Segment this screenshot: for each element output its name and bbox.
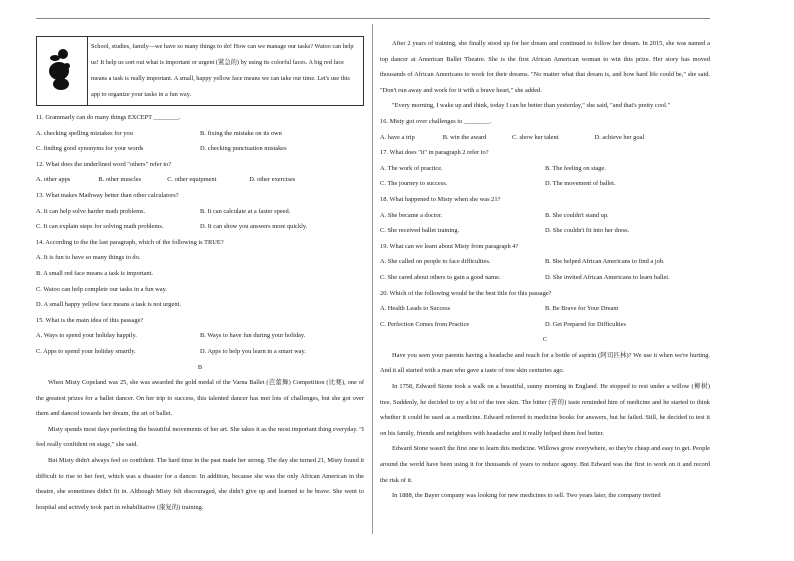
- option[interactable]: B. The feeling on stage.: [545, 164, 606, 172]
- passage-b-paragraph: Misty spends most days perfecting the beautiful movements of her art. She takes it as the most important thing everyday. "I feel really confident on stage," she said.: [36, 425, 364, 449]
- option[interactable]: C. Apps to spend your holiday smartly.: [36, 347, 136, 355]
- option[interactable]: A. checking spelling mistakes for you: [36, 129, 133, 137]
- passage-c-paragraph: Edward Stone wasn't the first one to learn this medicine. Willows grow everywhere, so they're cheap and easy to get. People around the world have been using it for thousands of years to reduce agony. But Edward was the first to work on it and record the risk of it.: [380, 445, 710, 484]
- passage-c-paragraph: In 1888, the Bayer company was looking for new medicines to sell. Two years later, the company invited: [392, 492, 661, 500]
- options-17: [380, 161, 710, 177]
- options-16: [380, 130, 710, 146]
- option[interactable]: B. fixing the mistake on its own: [200, 129, 282, 137]
- option[interactable]: B. She helped African Americans to find a job.: [545, 258, 665, 266]
- options-20: [380, 317, 710, 333]
- option[interactable]: D. She invited African Americans to learn ballet.: [545, 273, 670, 281]
- option[interactable]: B. other muscles: [98, 176, 142, 184]
- passage-b-paragraph: When Misty Copeland was 25, she was awarded the gold medal of the Varna Ballet (芭蕾舞) Competition (比赛), one of the greatest prizes for a ballet dancer. On her trip to success, this talented dancer has met lots of challenges, but she got over them and danced towards her dream, the art of ballet.: [36, 379, 364, 418]
- options-13: [36, 204, 364, 220]
- option[interactable]: A. have a trip: [380, 133, 415, 141]
- option[interactable]: C. Watoo can help complete our tasks in a fun way.: [36, 285, 167, 293]
- option[interactable]: D. It can show you answers more quickly.: [200, 223, 308, 231]
- question-block-11: [36, 110, 364, 157]
- option[interactable]: C. She cared about others to gain a good name.: [380, 273, 501, 281]
- options-11: [36, 126, 364, 142]
- question-19: 19. What can we learn about Misty from paragraph 4?: [380, 242, 519, 250]
- option[interactable]: C. It can explain steps for solving math problems.: [36, 223, 164, 231]
- watoo-info-box: [36, 36, 364, 106]
- option[interactable]: D. She couldn't fit into her dress.: [545, 227, 630, 235]
- section-heading-c: C: [542, 336, 548, 344]
- option[interactable]: A. It is fun to have so many things to do.: [36, 254, 141, 262]
- option[interactable]: C. finding good synonyms for your words: [36, 145, 144, 153]
- left-column: [36, 36, 364, 515]
- option[interactable]: C. The journey to success.: [380, 180, 448, 188]
- options-15: [36, 344, 364, 360]
- option[interactable]: B. Ways to have fun during your holiday.: [200, 332, 306, 340]
- option[interactable]: D. other exercises: [249, 176, 296, 184]
- option[interactable]: B. Be Brave for Your Dream: [545, 305, 619, 313]
- watoo-image: [37, 37, 88, 105]
- option[interactable]: B. A small red face means a task is important.: [36, 269, 153, 277]
- question-16: 16. Misty got over challenges to ________.: [380, 117, 492, 125]
- option[interactable]: D. Get Prepared for Difficulties: [545, 320, 626, 328]
- person-silhouette-icon: [41, 46, 81, 92]
- question-20: 20. Which of the following would be the best title for this passage?: [380, 289, 552, 297]
- question-block-19: [380, 239, 710, 286]
- option[interactable]: B. She couldn't stand up.: [545, 211, 609, 219]
- passage-c-paragraph: In 1758, Edward Stone took a walk on a beautiful, sunny morning in England. He stopped to rest under a willow (柳树) tree. Suddenly, he decided to try a bit of the tree skin. The bitter (苦的) taste reminded him of medicine and he started to think whether it could be used as a medicine. Edward referred to medicine books for answers, but he failed. Still, he decided to test it on his family, friends and neighbors with headache and it really helped them feel better.: [380, 383, 710, 437]
- right-column: [380, 36, 710, 504]
- option[interactable]: C. She received ballet training.: [380, 227, 460, 235]
- option[interactable]: A. other apps: [36, 176, 71, 184]
- top-rule: [36, 18, 710, 19]
- question-block-15: [36, 313, 364, 360]
- question-block-13: [36, 188, 364, 235]
- question-11: 11. Grammarly can do many things EXCEPT ________.: [36, 114, 181, 121]
- question-block-17: [380, 145, 710, 192]
- passage-b-paragraph: But Misty didn't always feel so confident. The hard time in the past made her strong. The day she turned 21, Misty found it difficult to rise to her feet, which was a disaster for a dancer. In addition, because she was the only African American in the theatre, she sometimes didn't fit in. Although Misty felt discouraged, she didn't give up and learned to be brave. She went to hospital and actively took part in rehabilitative (康复的) training.: [36, 457, 364, 511]
- options-18: [380, 208, 710, 224]
- options-13: [36, 219, 364, 235]
- question-block-14: [36, 235, 364, 313]
- passage-b-paragraph: After 2 years of training, she finally stood up for her dream and continued to follow her dream. In 2015, she was named a top dancer at American Ballet Theatre. She is the first African American woman to win this prize. Her story has moved thousands of African Americans to work for their dreams. "No matter what that dream is, and how hard life could be," she said. "Don't run away and work for it with a brave heart," she added.: [380, 40, 710, 94]
- option[interactable]: A. Ways to spend your holiday happily.: [36, 332, 137, 340]
- options-20: [380, 301, 710, 317]
- question-13: 13. What makes Mathway better than other calculators?: [36, 191, 179, 199]
- options-19: [380, 270, 710, 286]
- passage-c-paragraph: Have you seen your parents having a headache and reach for a bottle of aspirin (阿司匹林)? We use it when we're hurting. And it all started with a man who gave a taste of tree skin centuries ago.: [380, 351, 710, 375]
- options-15: [36, 328, 364, 344]
- question-block-18: [380, 192, 710, 239]
- section-heading-b: B: [197, 363, 203, 371]
- option[interactable]: C. Perfection Comes from Practice: [380, 320, 470, 328]
- option[interactable]: B. It can calculate at a faster speed.: [200, 207, 291, 215]
- option[interactable]: C. other equipment: [167, 176, 217, 184]
- option[interactable]: A. She became a doctor.: [380, 211, 443, 219]
- options-17: [380, 176, 710, 192]
- question-18: 18. What happened to Misty when she was 21?: [380, 195, 501, 203]
- option[interactable]: B. win the award: [442, 133, 487, 141]
- options-11: [36, 141, 364, 157]
- question-block-12: [36, 157, 364, 188]
- question-15: 15. What is the main idea of this passage?: [36, 316, 144, 324]
- question-block-16: [380, 114, 710, 145]
- option[interactable]: A. The work of practice.: [380, 164, 443, 172]
- column-divider: [372, 24, 373, 534]
- question-14: 14. According to the the last paragraph, which of the following is TRUE?: [36, 238, 224, 246]
- option[interactable]: A. She called on people to face difficulties.: [380, 258, 491, 266]
- option[interactable]: A. It can help solve harder math problems.: [36, 207, 146, 215]
- question-block-20: [380, 286, 710, 333]
- option[interactable]: D. The movement of ballet.: [545, 180, 616, 188]
- option[interactable]: D. A small happy yellow face means a task is not urgent.: [36, 301, 181, 309]
- option[interactable]: D. achieve her goal: [594, 133, 645, 141]
- options-18: [380, 223, 710, 239]
- option[interactable]: D. Apps to help you learn in a smart way.: [200, 347, 306, 355]
- watoo-intro-text: School, studies, family—we have so many things to do! How can we manage our tasks? Watoo can help us! It help us sort out what is important or urgent (紧急的) by using its colorful faces. A big red face means a task is really important. A small, happy yellow face means we can take our time. Let's use this app to organize your tasks in a fun way.: [91, 43, 354, 98]
- option[interactable]: A. Health Leads to Success: [380, 305, 451, 313]
- question-17: 17. What does "it" in paragraph 2 refer to?: [380, 149, 489, 157]
- option[interactable]: D. checking punctuation mistakes: [200, 145, 287, 153]
- option[interactable]: C. show her talent: [511, 133, 559, 141]
- options-19: [380, 254, 710, 270]
- passage-b-paragraph: "Every morning, I wake up and think, today I can be better than yesterday," she said, "and that's pretty cool.": [392, 102, 671, 110]
- question-12: 12. What does the underlined word "others" refer to?: [36, 160, 172, 168]
- options-12: [36, 172, 364, 188]
